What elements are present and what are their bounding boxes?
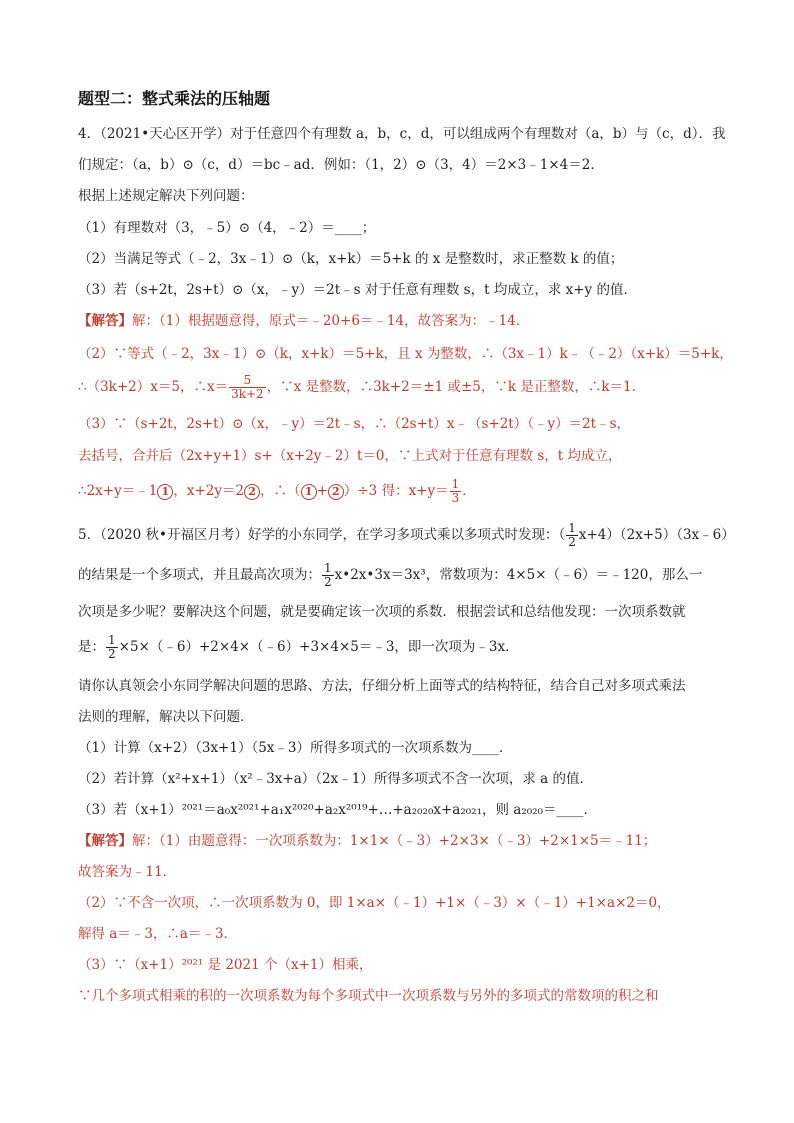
- q5-answer-2: 故答案为﹣11．: [78, 864, 177, 880]
- q4-answer-1: 【解答】解：（1）根据题意得，原式＝﹣20+6＝﹣14，故答案为：﹣14．: [78, 313, 530, 329]
- q4-line-1: 4．（2021•天心区开学）对于任意四个有理数 a，b，c，d，可以组成两个有理数对（a，b）与（c，d）．我: [78, 126, 726, 142]
- q4-answer-2: （2）∵等式（﹣2，3x﹣1）⊙（k，x+k）＝5+k，且 x 为整数，∴（3x﹣1）k﹣（﹣2）（x+k）＝5+k，: [78, 346, 733, 362]
- circled-number: 1: [301, 484, 317, 500]
- q4-part-3: （3）若（s+2t，2s+t）⊙（x，﹣y）＝2t﹣s 对于任意有理数 s，t 均成立，求 x+y 的值．: [78, 282, 637, 298]
- q5-answer-5: （3）∵（x+1）²⁰²¹ 是 2021 个（x+1）相乘，: [78, 957, 373, 973]
- q5-part-1: （1）计算（x+2）（3x+1）（5x﹣3）所得多项式的一次项系数为____．: [78, 740, 513, 756]
- fraction: $\frac{1}{3}$: [451, 477, 460, 505]
- q4-line-2: 们规定：（a，b）⊙（c，d）＝bc﹣ad．例如：（1，2）⊙（3，4）＝2×3﹣1×4＝2．: [78, 157, 604, 173]
- q4-answer-4: （3）∵（s+2t，2s+t）⊙（x，﹣y）＝2t﹣s，∴（2s+t）x﹣（s+2t）（﹣y）＝2t﹣s，: [78, 416, 631, 432]
- q5-line-3: 次项是多少呢？要解决这个问题，就是要确定该一次项的系数．根据尝试和总结他发现：一次项系数就: [78, 604, 686, 620]
- circled-number: 2: [244, 484, 260, 500]
- fraction: $\frac{1}{2}$: [568, 521, 576, 549]
- q4-part-2: （2）当满足等式（﹣2，3x﹣1）⊙（k，x+k）＝5+k 的 x 是整数时，求正整数 k 的值；: [78, 251, 624, 267]
- q5-answer-4: 解得 a＝﹣3，∴a＝﹣3．: [78, 926, 238, 942]
- q5-line-2: 的结果是一个多项式，并且最高次项为： $\frac{1}{2}$ x•2x•3x＝3x³，常数项为：4×5×（﹣6）＝﹣120，那么一: [78, 561, 703, 589]
- circled-number: 2: [328, 484, 344, 500]
- q5-line-1: 5．（2020 秋•开福区月考）好学的小东同学，在学习多项式乘以多项式时发现：（ $\frac{1}{2}$ x+4）（2x+5）（3x﹣6）: [78, 521, 735, 549]
- q5-line-6: 法则的理解，解决以下问题．: [78, 709, 254, 725]
- fraction: $\frac{1}{2}$: [324, 561, 332, 589]
- q4-answer-6: ∴2x+y＝﹣1 1 ，x+2y＝2 2 ，∴（ 1 + 2 ）÷3 得：x+y＝ $\frac{1}{3}$ ．: [78, 477, 476, 505]
- q5-line-5: 请你认真领会小东同学解决问题的思路、方法，仔细分析上面等式的结构特征，结合自己对多项式乘法: [78, 678, 686, 694]
- fraction: $\frac{5}{3k+2}$: [231, 373, 264, 401]
- fraction: $\frac{1}{2}$: [108, 633, 116, 661]
- q4-answer-3: ∴（3k+2）x＝5，∴x＝ $\frac{5}{3k+2}$ ，∵x 是整数，∴3k+2＝±1 或±5，∵k 是正整数，∴k＝1．: [78, 373, 646, 401]
- section-title: 题型二：整式乘法的压轴题: [78, 89, 271, 108]
- q5-answer-1: 【解答】解：（1）由题意得：一次项系数为：1×1×（﹣3）+2×3×（﹣3）+2×1×5＝﹣11；: [78, 833, 657, 849]
- q5-part-2: （2）若计算（x²+x+1）（x²﹣3x+a）（2x﹣1）所得多项式不含一次项，求 a 的值．: [78, 771, 593, 787]
- q5-part-3: （3）若（x+1）²⁰²¹＝a₀x²⁰²¹+a₁x²⁰²⁰+a₂x²⁰¹⁹+…+a₂₀₂₀x+a₂₀₂₁，则 a₂₀₂₀＝____．: [78, 802, 597, 818]
- q4-answer-5: 去括号，合并后（2x+y+1）s+（x+2y﹣2）t＝0，∵上式对于任意有理数 s，t 均成立，: [78, 448, 622, 464]
- q4-part-1: （1）有理数对（3，﹣5）⊙（4，﹣2）＝____；: [78, 220, 376, 236]
- q4-line-3: 根据上述规定解决下列问题：: [78, 188, 254, 204]
- answer-tag: 【解答】: [78, 833, 132, 849]
- q5-answer-6: ∵几个多项式相乘的积的一次项系数为每个多项式中一次项系数与另外的多项式的常数项的积之和: [78, 988, 659, 1004]
- q5-line-4: 是： $\frac{1}{2}$ ×5×（﹣6）+2×4×（﹣6）+3×4×5＝﹣3，即一次项为﹣3x．: [78, 633, 519, 661]
- circled-number: 1: [157, 484, 173, 500]
- q5-answer-3: （2）∵不含一次项，∴一次项系数为 0，即 1×a×（﹣1）+1×（﹣3）×（﹣1）+1×a×2＝0，: [78, 895, 671, 911]
- answer-tag: 【解答】: [78, 313, 132, 329]
